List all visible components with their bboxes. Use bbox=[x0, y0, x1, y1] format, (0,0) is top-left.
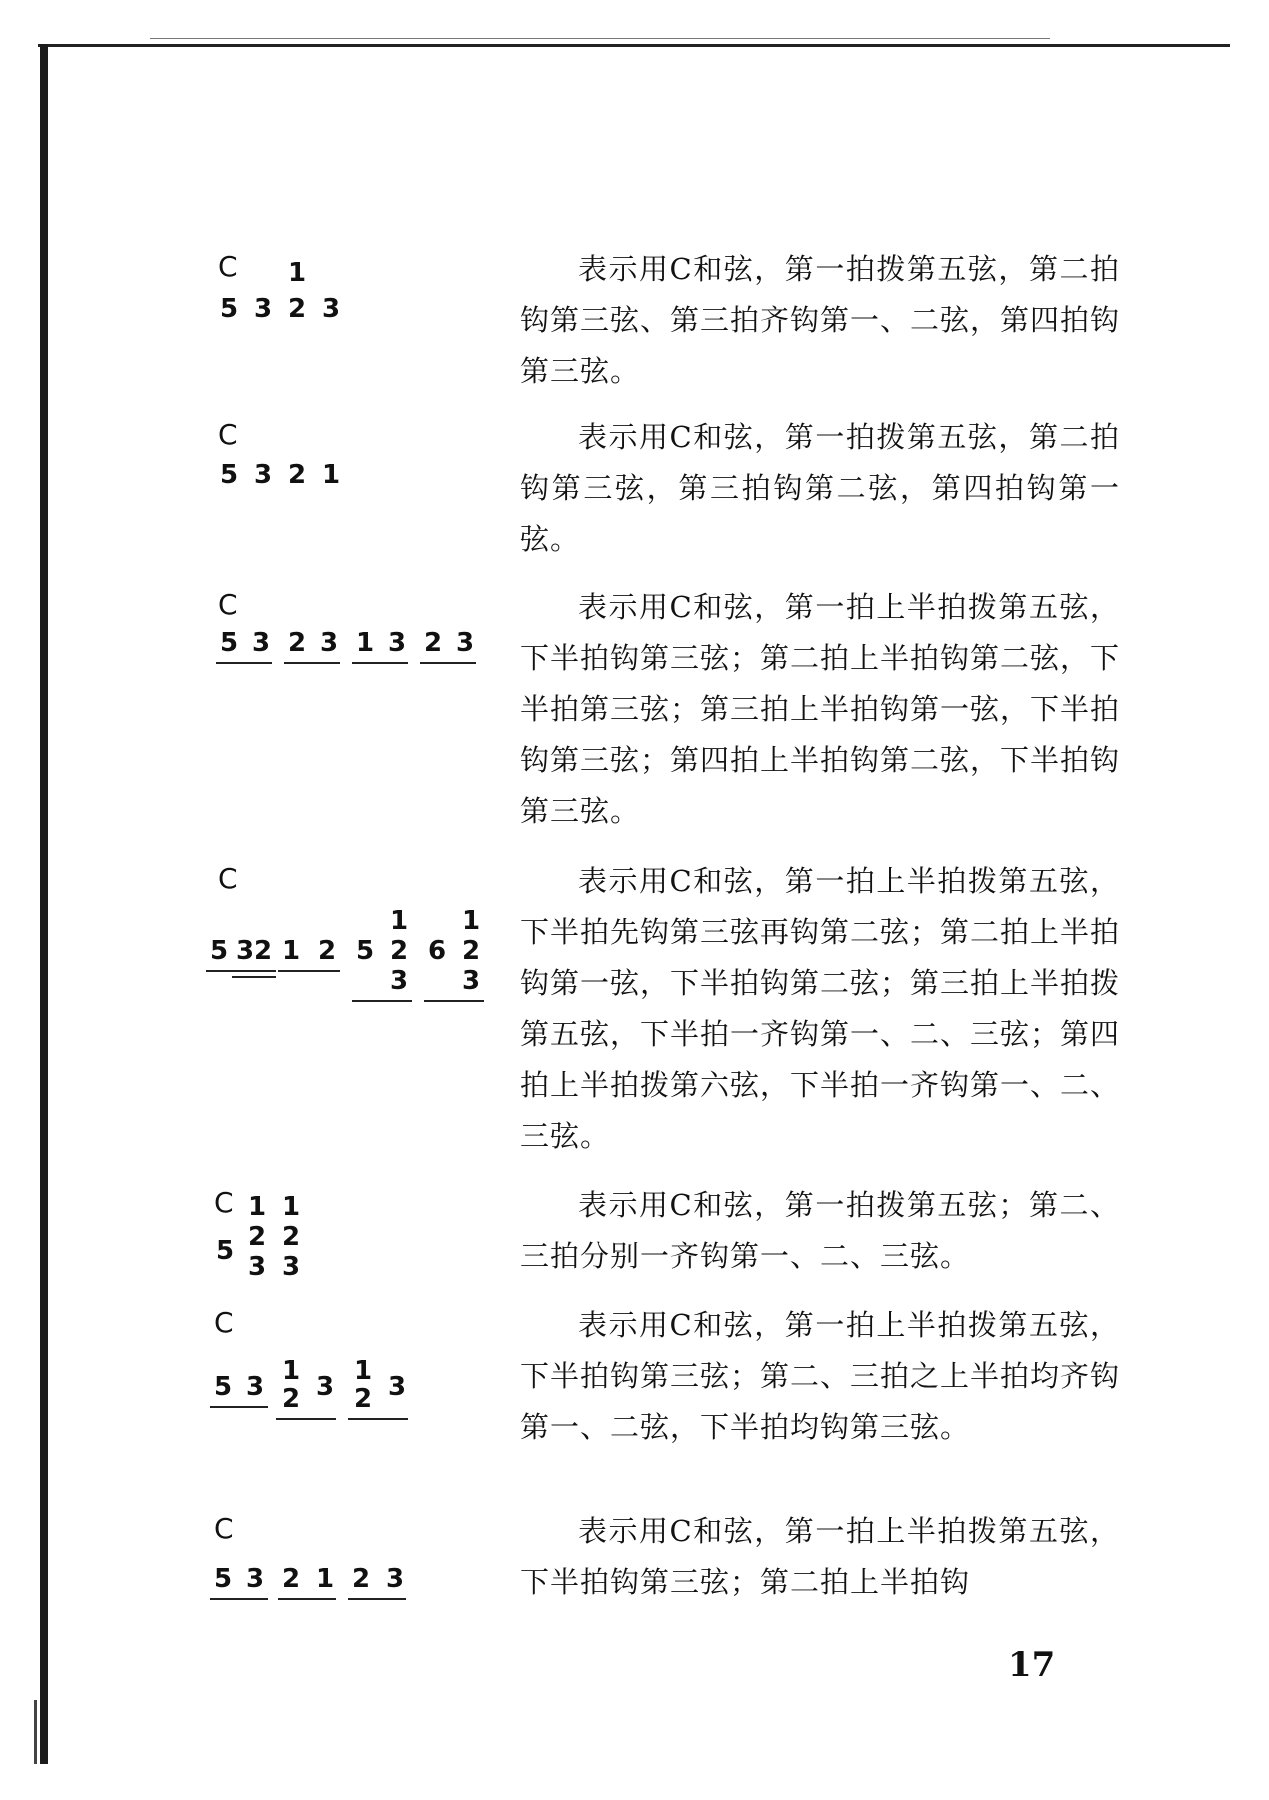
explanation-paragraph: 表示用C和弦，第一拍拨第五弦，第二拍钩第三弦、第三拍齐钩第一、二弦，第四拍钩第三弦。 bbox=[520, 252, 1121, 388]
note: 5 bbox=[220, 460, 239, 490]
eighth-underline bbox=[352, 662, 408, 664]
note: 2 bbox=[282, 1564, 301, 1594]
sixteenth-underline bbox=[232, 976, 276, 978]
note: 5 bbox=[220, 294, 239, 324]
note: 3 bbox=[282, 1252, 301, 1282]
note: 1 bbox=[248, 1192, 267, 1222]
note: 5 bbox=[356, 936, 375, 966]
note: 3 bbox=[236, 936, 255, 966]
eighth-underline bbox=[278, 970, 340, 972]
chord-symbol: C bbox=[214, 1512, 234, 1545]
chord-symbol: C bbox=[218, 418, 238, 451]
chord-symbol: C bbox=[218, 250, 238, 283]
note: 3 bbox=[388, 628, 407, 658]
note: 3 bbox=[246, 1372, 265, 1402]
note: 3 bbox=[322, 294, 341, 324]
note: 3 bbox=[388, 1372, 407, 1402]
note: 5 bbox=[214, 1564, 233, 1594]
note: 1 bbox=[356, 628, 375, 658]
note: 2 bbox=[354, 1384, 373, 1414]
top-rule bbox=[38, 44, 1230, 47]
eighth-underline bbox=[348, 1418, 408, 1420]
note: 5 bbox=[210, 936, 229, 966]
note: 1 bbox=[288, 258, 307, 288]
note: 3 bbox=[316, 1372, 335, 1402]
eighth-underline bbox=[278, 1598, 336, 1600]
explanation-paragraph: 表示用C和弦，第一拍上半拍拨第五弦，下半拍先钩第三弦再钩第二弦；第二拍上半拍钩第一弦，下半拍钩第二弦；第三拍上半拍拨第五弦，下半拍一齐钩第一、二、三弦；第四拍上半拍拨第六弦，下半拍一齐钩第一、二、三弦。 bbox=[520, 864, 1121, 1153]
note: 2 bbox=[288, 460, 307, 490]
note: 1 bbox=[282, 1356, 301, 1386]
eighth-underline bbox=[210, 1598, 268, 1600]
explanation-paragraph: 表示用C和弦，第一拍上半拍拨第五弦，下半拍钩第三弦；第二拍上半拍钩 bbox=[520, 1514, 1120, 1599]
explanation-paragraph: 表示用C和弦，第一拍拨第五弦，第二拍钩第三弦，第三拍钩第二弦，第四拍钩第一弦。 bbox=[520, 420, 1120, 556]
chord-symbol: C bbox=[214, 1186, 234, 1219]
note: 1 bbox=[354, 1356, 373, 1386]
note: 2 bbox=[424, 628, 443, 658]
note: 3 bbox=[456, 628, 475, 658]
chord-symbol: C bbox=[214, 1306, 234, 1339]
note: 5 bbox=[214, 1372, 233, 1402]
note: 6 bbox=[428, 936, 447, 966]
eighth-underline bbox=[348, 1598, 406, 1600]
eighth-underline bbox=[420, 662, 476, 664]
note: 2 bbox=[282, 1222, 301, 1252]
eighth-underline bbox=[206, 970, 276, 972]
note: 5 bbox=[220, 628, 239, 658]
chord-symbol: C bbox=[218, 588, 238, 621]
eighth-underline bbox=[216, 662, 272, 664]
note: 5 bbox=[216, 1236, 235, 1266]
page-spine-edge-lower bbox=[34, 1700, 37, 1764]
chord-symbol: C bbox=[218, 862, 238, 895]
note: 2 bbox=[288, 294, 307, 324]
eighth-underline bbox=[210, 1406, 268, 1408]
note: 1 bbox=[282, 936, 301, 966]
explanation-paragraph: 表示用C和弦，第一拍上半拍拨第五弦，下半拍钩第三弦；第二拍上半拍钩第二弦，下半拍第三弦；第三拍上半拍钩第一弦，下半拍钩第三弦；第四拍上半拍钩第二弦，下半拍钩第三弦。 bbox=[520, 590, 1121, 828]
note: 3 bbox=[254, 460, 273, 490]
note: 3 bbox=[246, 1564, 265, 1594]
note: 1 bbox=[462, 906, 481, 936]
note: 1 bbox=[390, 906, 409, 936]
page-spine-edge bbox=[40, 44, 48, 1764]
note: 3 bbox=[248, 1252, 267, 1282]
eighth-underline bbox=[276, 1418, 336, 1420]
note: 2 bbox=[254, 936, 273, 966]
note: 1 bbox=[282, 1192, 301, 1222]
note: 2 bbox=[352, 1564, 371, 1594]
note: 2 bbox=[462, 936, 481, 966]
note: 3 bbox=[390, 966, 409, 996]
note: 3 bbox=[386, 1564, 405, 1594]
explanation-paragraph: 表示用C和弦，第一拍上半拍拨第五弦，下半拍钩第三弦；第二、三拍之上半拍均齐钩第一、二弦，下半拍均钩第三弦。 bbox=[520, 1308, 1121, 1444]
eighth-underline bbox=[284, 662, 340, 664]
note: 3 bbox=[254, 294, 273, 324]
note: 1 bbox=[316, 1564, 335, 1594]
eighth-underline bbox=[352, 1000, 412, 1002]
top-rule-faint bbox=[150, 38, 1050, 39]
note: 1 bbox=[322, 460, 341, 490]
note: 3 bbox=[320, 628, 339, 658]
explanation-paragraph: 表示用C和弦，第一拍拨第五弦；第二、三拍分别一齐钩第一、二、三弦。 bbox=[520, 1188, 1120, 1273]
note: 3 bbox=[462, 966, 481, 996]
note: 3 bbox=[252, 628, 271, 658]
note: 2 bbox=[288, 628, 307, 658]
note: 2 bbox=[318, 936, 337, 966]
note: 2 bbox=[390, 936, 409, 966]
note: 2 bbox=[248, 1222, 267, 1252]
note: 2 bbox=[282, 1384, 301, 1414]
page-number: 17 bbox=[1008, 1645, 1056, 1685]
eighth-underline bbox=[424, 1000, 484, 1002]
